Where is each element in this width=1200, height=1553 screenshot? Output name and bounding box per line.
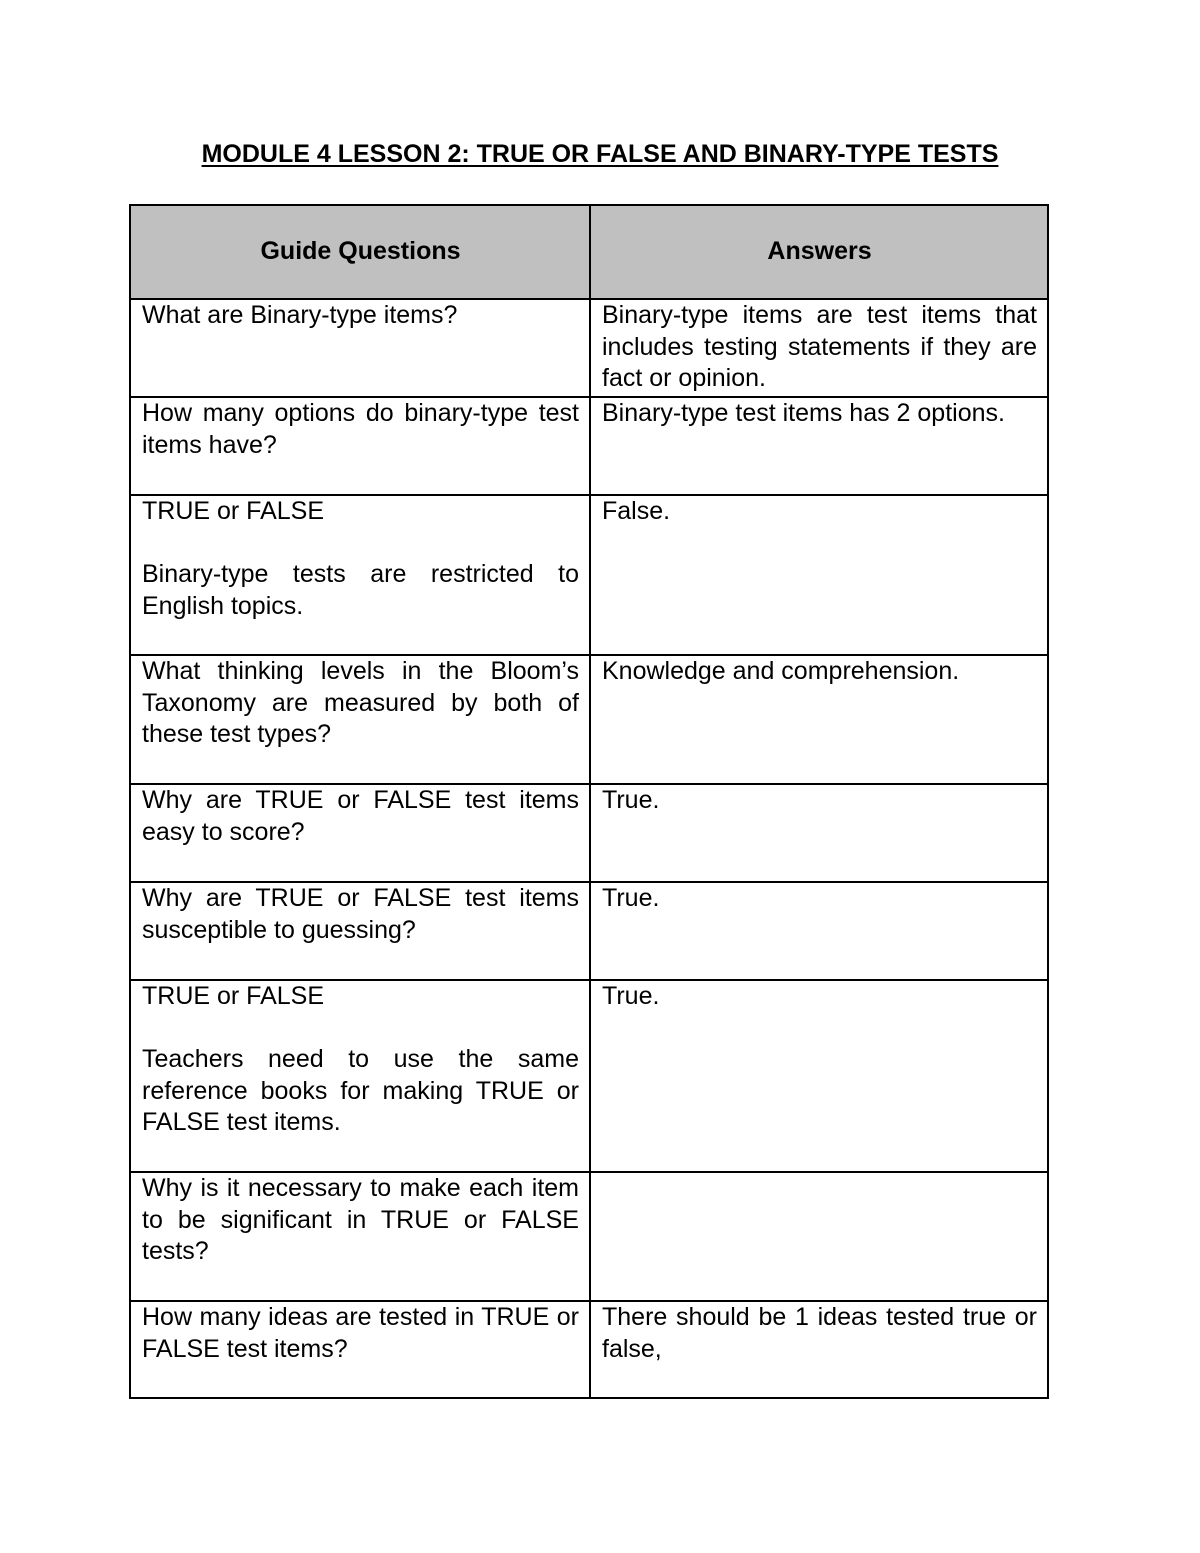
answer-cell bbox=[590, 784, 1048, 882]
table-row bbox=[130, 299, 1048, 397]
answer-text: False. bbox=[602, 497, 671, 525]
table-row bbox=[130, 495, 1048, 655]
question-text: What thinking levels in the Bloom’s Taxonomy are measured by both of these test types? bbox=[142, 657, 579, 748]
answer-text: Knowledge and comprehension. bbox=[602, 657, 960, 685]
table-row bbox=[130, 655, 1048, 784]
answer-text: True. bbox=[602, 786, 660, 814]
question-text: Why are TRUE or FALSE test items susceptible to guessing? bbox=[142, 884, 579, 944]
question-text: Why is it necessary to make each item to be significant in TRUE or FALSE tests? bbox=[142, 1174, 579, 1265]
table-row bbox=[130, 1172, 1048, 1301]
table-row bbox=[130, 784, 1048, 882]
question-cell bbox=[130, 655, 590, 784]
question-cell bbox=[130, 299, 590, 397]
column-header-answers: Answers bbox=[590, 205, 1048, 299]
answer-cell bbox=[590, 1301, 1048, 1398]
table-row bbox=[130, 882, 1048, 980]
answer-cell bbox=[590, 655, 1048, 784]
question-cell bbox=[130, 784, 590, 882]
answer-cell bbox=[590, 1172, 1048, 1301]
answer-text: True. bbox=[602, 982, 660, 1010]
question-text: How many options do binary-type test items have? bbox=[142, 399, 579, 459]
question-text: What are Binary-type items? bbox=[142, 301, 458, 329]
answer-cell bbox=[590, 495, 1048, 655]
question-text: Teachers need to use the same reference books for making TRUE or FALSE test items. bbox=[142, 1045, 579, 1136]
question-text: Binary-type tests are restricted to English topics. bbox=[142, 560, 579, 620]
question-cell bbox=[130, 495, 590, 655]
table-row bbox=[130, 397, 1048, 495]
question-cell bbox=[130, 980, 590, 1172]
question-cell bbox=[130, 397, 590, 495]
question-prefix: TRUE or FALSE bbox=[142, 497, 324, 525]
paragraph-gap bbox=[142, 1013, 579, 1045]
question-cell bbox=[130, 882, 590, 980]
page-title: MODULE 4 LESSON 2: TRUE OR FALSE AND BINARY-TYPE TESTS bbox=[201, 140, 999, 168]
question-cell bbox=[130, 1301, 590, 1398]
answer-text: Binary-type test items has 2 options. bbox=[602, 399, 1005, 427]
table-row bbox=[130, 1301, 1048, 1398]
question-prefix: TRUE or FALSE bbox=[142, 982, 324, 1010]
table-row bbox=[130, 980, 1048, 1172]
guide-questions-table bbox=[129, 204, 1049, 1399]
answer-cell bbox=[590, 882, 1048, 980]
answer-text: Binary-type items are test items that includes testing statements if they are fact or opinion. bbox=[602, 301, 1037, 392]
table-header-row bbox=[130, 205, 1048, 299]
answer-text: There should be 1 ideas tested true or false, bbox=[602, 1303, 1037, 1363]
answer-text: True. bbox=[602, 884, 660, 912]
question-text: How many ideas are tested in TRUE or FALSE test items? bbox=[142, 1303, 579, 1363]
question-cell bbox=[130, 1172, 590, 1301]
answer-cell bbox=[590, 299, 1048, 397]
paragraph-gap bbox=[142, 528, 579, 560]
question-text: Why are TRUE or FALSE test items easy to score? bbox=[142, 786, 579, 846]
answer-cell bbox=[590, 980, 1048, 1172]
answer-cell bbox=[590, 397, 1048, 495]
column-header-guide-questions: Guide Questions bbox=[130, 205, 590, 299]
